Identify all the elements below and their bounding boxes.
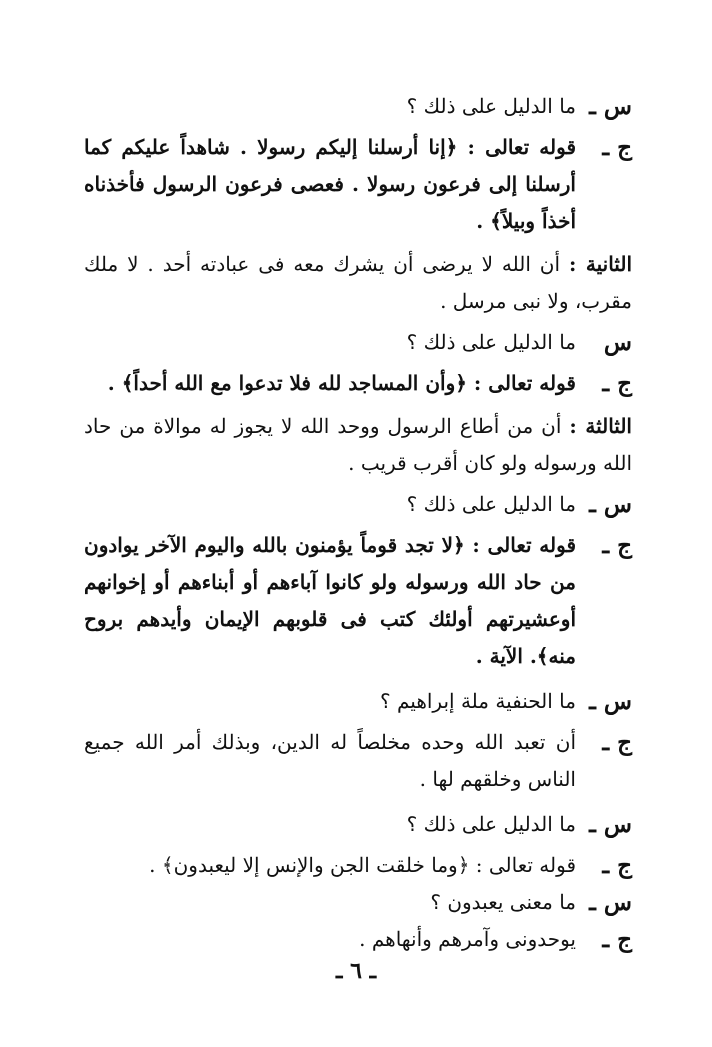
point-paragraph [84, 246, 632, 320]
point-text: أن الله لا يرضى أن يشرك معه فى عبادته أحد . لا ملك مقرب، ولا نبى مرسل . [84, 252, 632, 313]
answer-text: قوله تعالى : ﴿إنا أرسلنا إليكم رسولا . شاهداً عليكم كما أرسلنا إلى فرعون رسولا . فعصى فرعون الرسول فأخذناه أخذاً وبيلاً﴾ . [84, 135, 576, 233]
answer-row [84, 847, 632, 884]
point-title: الثالثة : [569, 414, 632, 438]
answer-text: قوله تعالى : ﴿وأن المساجد لله فلا تدعوا مع الله أحداً﴾ . [107, 371, 576, 395]
answer-marker: ج ـ [602, 926, 632, 953]
question-text: ما الدليل على ذلك ؟ [406, 94, 576, 118]
question-marker: س ـ [589, 93, 632, 120]
answer-marker: ج ـ [602, 370, 632, 397]
answer-row [84, 129, 632, 240]
question-row [84, 324, 632, 361]
question-text: ما معنى يعبدون ؟ [430, 890, 576, 914]
question-row [84, 486, 632, 523]
question-marker: س [603, 329, 632, 356]
answer-row [84, 365, 632, 402]
question-row [84, 88, 632, 125]
answer-row [84, 724, 632, 798]
answer-marker: ج ـ [602, 729, 632, 756]
question-text: ما الدليل على ذلك ؟ [406, 812, 576, 836]
page-content [84, 88, 632, 958]
question-marker: س ـ [589, 688, 632, 715]
answer-marker: ج ـ [602, 852, 632, 879]
point-paragraph [84, 408, 632, 482]
answer-row [84, 527, 632, 675]
answer-text: أن تعبد الله وحده مخلصاً له الدين، وبذلك أمر الله جميع الناس وخلقهم لها . [84, 730, 576, 791]
question-row [84, 683, 632, 720]
question-row [84, 806, 632, 843]
question-text: ما الحنفية ملة إبراهيم ؟ [380, 689, 576, 713]
point-title: الثانية : [568, 252, 632, 276]
answer-marker: ج ـ [602, 134, 632, 161]
answer-text: قوله تعالى : ﴿وما خلقت الجن والإنس إلا ليعبدون﴾ . [149, 853, 576, 877]
answer-row [84, 921, 632, 958]
answer-text: قوله تعالى : ﴿لا تجد قوماً يؤمنون بالله واليوم الآخر يوادون من حاد الله ورسوله ولو كانوا آباءهم أو أبناءهم أو إخوانهم أوعشيرتهم أولئك كتب فى قلوبهم الإيمان وأيدهم بروح منه﴾. الآية . [84, 533, 576, 668]
answer-text: يوحدونى وآمرهم وأنهاهم . [359, 927, 576, 951]
answer-marker: ج ـ [602, 532, 632, 559]
question-marker: س ـ [589, 889, 632, 916]
question-marker: س ـ [589, 491, 632, 518]
question-marker: س ـ [589, 811, 632, 838]
question-text: ما الدليل على ذلك ؟ [406, 492, 576, 516]
question-row [84, 884, 632, 921]
question-text: ما الدليل على ذلك ؟ [406, 330, 576, 354]
page-number: ـ ٦ ـ [335, 958, 377, 984]
point-text: أن من أطاع الرسول ووحد الله لا يجوز له موالاة من حاد الله ورسوله ولو كان أقرب قريب . [84, 414, 632, 475]
